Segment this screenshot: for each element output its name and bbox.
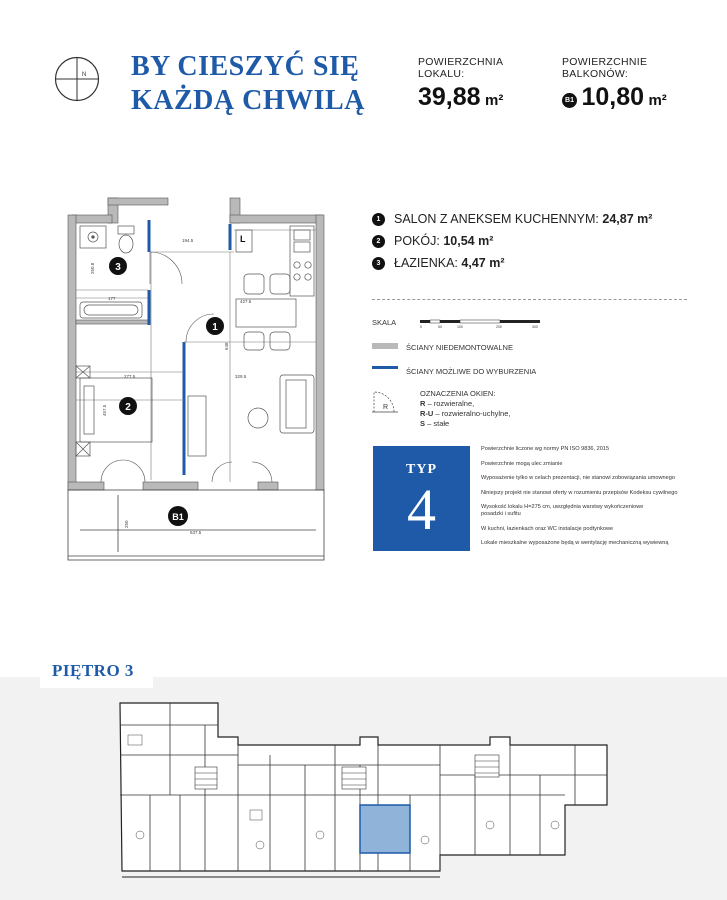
headline-line-2: KAŻDĄ CHWILĄ <box>131 85 365 116</box>
dimension-label: 329.5 <box>235 374 247 379</box>
room-area: 4,47 m² <box>461 256 505 270</box>
svg-text:B1: B1 <box>172 512 184 522</box>
window-desc: – rozwieralne, <box>425 399 475 408</box>
svg-text:2: 2 <box>125 402 131 413</box>
scale-tick: 0 <box>420 325 422 329</box>
note-item: Lokale mieszkalne wyposażone będą w wentylację mechaniczną wywiewną <box>481 540 669 546</box>
unit-area-value: 39,88 <box>418 83 481 111</box>
legend-swatch-blue <box>372 366 398 369</box>
highlighted-apartment <box>360 805 410 853</box>
room-area: 10,54 m² <box>443 234 494 248</box>
room-row-2 <box>372 234 493 248</box>
unit-area-block <box>418 56 503 112</box>
notes-list <box>481 446 701 555</box>
room-badge: 3 <box>372 257 385 270</box>
plan-balcony-badge <box>168 506 188 526</box>
divider <box>372 299 687 300</box>
balcony-area-label-2: BALKONÓW: <box>562 68 629 80</box>
compass-icon <box>54 56 100 102</box>
dimension-label: 648 <box>224 342 229 350</box>
unit-area-unit: m² <box>485 92 504 109</box>
compass-letter: N <box>82 72 87 78</box>
dimension-label: 427.5 <box>240 299 252 304</box>
dimension-label: 194.5 <box>182 238 194 243</box>
building-floor-plan <box>110 695 610 885</box>
apartment-type-box <box>373 446 470 551</box>
type-label: TYP <box>406 462 437 477</box>
dimension-label: 637.5 <box>190 530 202 535</box>
scale-tick: 300 <box>532 325 538 329</box>
note-item: Powierzchnie liczone wg normy PN ISO 9836, 2015 <box>481 446 610 452</box>
legend-grey-label: ŚCIANY NIEDEMONTOWALNE <box>406 343 513 352</box>
balcony-area-block <box>562 56 667 112</box>
window-desc: – rozwieralno-uchylne, <box>433 409 511 418</box>
type-number: 4 <box>407 477 436 542</box>
note-item: Niniejszy projekt nie stanowi oferty w rozumieniu przepisów Kodeksu cywilnego <box>481 489 678 496</box>
window-code: S <box>420 419 426 428</box>
room-row-1 <box>372 212 652 226</box>
page-headline <box>131 50 365 118</box>
plan-room-badge-2 <box>119 397 137 415</box>
room-row-3 <box>372 256 505 270</box>
scale-tick: 50 <box>438 325 442 329</box>
svg-text:1: 1 <box>212 322 218 333</box>
room-badge: 1 <box>372 213 385 226</box>
balcony-area-value: 10,80 <box>581 83 645 111</box>
window-code: R <box>420 399 426 408</box>
plan-room-badge-3 <box>109 257 127 275</box>
dimension-label: 177 <box>108 296 116 301</box>
room-name: SALON Z ANEKSEM KUCHENNYM: <box>394 212 599 226</box>
unit-area-label-2: LOKALU: <box>418 68 465 80</box>
room-name: ŁAZIENKA: <box>394 256 458 270</box>
scale-tick: 200 <box>496 325 502 329</box>
note-item: Wyposażenie tylko w celach prezentacji, nie stanowi zobowiązania umownego <box>481 475 675 481</box>
dimension-label: 277.5 <box>124 374 136 379</box>
room-name: POKÓJ: <box>394 234 440 248</box>
headline-line-1: BY CIESZYĆ SIĘ <box>131 51 360 82</box>
unit-area-label-1: POWIERZCHNIA <box>418 56 504 68</box>
note-item: Powierzchnie mogą ulec zmianie <box>481 460 563 467</box>
dimension-label: 250.8 <box>90 262 95 274</box>
dimension-label: 457.5 <box>102 404 107 416</box>
window-code: R-U <box>420 409 434 418</box>
room-area: 24,87 m² <box>602 212 653 226</box>
balcony-area-label-1: POWIERZCHNIE <box>562 56 648 68</box>
legend-blue-label: ŚCIANY MOŻLIWE DO WYBURZENIA <box>406 367 537 376</box>
toilet-mark: L <box>240 234 246 244</box>
svg-text:3: 3 <box>115 262 121 273</box>
note-item: W kuchni, łazienkach oraz WC instalacje podtynkowe <box>481 525 614 532</box>
room-badge: 2 <box>372 235 385 248</box>
scale-bar <box>420 315 542 329</box>
legend-swatch-grey <box>372 343 398 349</box>
scale-label: SKALA <box>372 318 397 327</box>
floor-title: PIĘTRO 3 <box>52 661 134 680</box>
scale-tick: 100 <box>457 325 463 329</box>
balcony-badge: B1 <box>562 93 577 108</box>
window-symbol-icon <box>370 388 400 416</box>
apartment-floor-plan <box>58 190 348 570</box>
window-symbol-letter: R <box>383 404 389 411</box>
note-item: Wysokość lokalu H=275 cm, uwzględnia warstwy wykończeniowe posadzki i sufitu <box>481 504 644 517</box>
dimension-label: 250 <box>124 520 129 528</box>
window-desc: – stałe <box>425 419 450 428</box>
plan-room-badge-1 <box>206 317 224 335</box>
window-legend <box>420 389 510 429</box>
balcony-area-unit: m² <box>648 92 667 109</box>
window-legend-title: OZNACZENIA OKIEN: <box>420 389 496 398</box>
